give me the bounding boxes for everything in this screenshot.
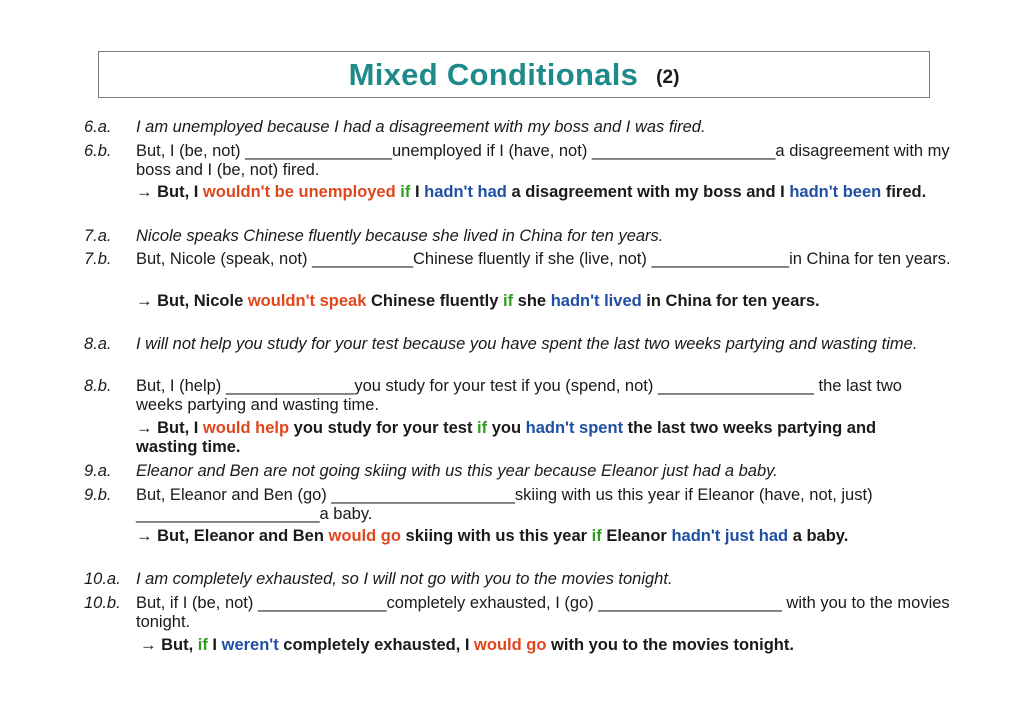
item-text: But, if I (be, not) ______________completely exhausted, I (go) ____________________ with you to the movies tonight. xyxy=(136,594,950,631)
item-number: 9.b. xyxy=(84,486,112,504)
title-box xyxy=(98,51,930,98)
item-number: 7.a. xyxy=(84,227,112,245)
item-number: 7.b. xyxy=(84,250,112,268)
item-text: I am completely exhausted, so I will not go with you to the movies tonight. xyxy=(136,570,673,588)
exercise-9b xyxy=(84,486,951,524)
sentence-9a xyxy=(84,462,951,481)
answer-10: → But, if I weren't completely exhausted, I would go with you to the movies tonight. xyxy=(140,636,794,654)
sentence-10a xyxy=(84,570,951,589)
item-text: I will not help you study for your test because you have spent the last two weeks partying and wasting time. xyxy=(136,335,918,353)
exercise-8b xyxy=(84,377,951,415)
item-number: 6.a. xyxy=(84,118,112,136)
item-number: 8.b. xyxy=(84,377,112,395)
item-text: Eleanor and Ben are not going skiing with us this year because Eleanor just had a baby. xyxy=(136,462,778,480)
item-text: I am unemployed because I had a disagreement with my boss and I was fired. xyxy=(136,118,706,136)
item-text: But, I (be, not) ________________unemployed if I (have, not) ____________________a disagreement with my boss and I (be, not) fired. xyxy=(136,142,950,179)
sentence-6a xyxy=(84,118,951,137)
item-text: But, Nicole (speak, not) ___________Chinese fluently if she (live, not) _______________in China for ten years. xyxy=(136,250,951,268)
item-text: But, I (help) ______________you study for your test if you (spend, not) _________________ the last two weeks partying and wasting time. xyxy=(136,377,902,414)
answer-9: → But, Eleanor and Ben would go skiing with us this year if Eleanor hadn't just had a baby. xyxy=(136,527,849,545)
answer-8: → But, I would help you study for your test if you hadn't spent the last two weeks partying and wasting time. xyxy=(136,419,877,456)
answer-6: → But, I wouldn't be unemployed if I hadn't had a disagreement with my boss and I hadn't been fired. xyxy=(136,183,927,201)
item-text: But, Eleanor and Ben (go) ____________________skiing with us this year if Eleanor (have, not, just) ____________________a baby. xyxy=(136,486,873,523)
item-number: 6.b. xyxy=(84,142,112,160)
exercise-10b xyxy=(84,594,951,632)
exercise-6b xyxy=(84,142,951,180)
exercise-7b xyxy=(84,250,951,269)
item-number: 10.b. xyxy=(84,594,121,612)
item-number: 10.a. xyxy=(84,570,121,588)
page-number: (2) xyxy=(656,66,680,88)
page-title: Mixed Conditionals xyxy=(348,56,639,92)
item-number: 8.a. xyxy=(84,335,112,353)
item-number: 9.a. xyxy=(84,462,112,480)
answer-7: → But, Nicole wouldn't speak Chinese fluently if she hadn't lived in China for ten years. xyxy=(136,292,820,310)
sentence-8a xyxy=(84,335,951,354)
sentence-7a xyxy=(84,227,951,246)
item-text: Nicole speaks Chinese fluently because she lived in China for ten years. xyxy=(136,227,664,245)
